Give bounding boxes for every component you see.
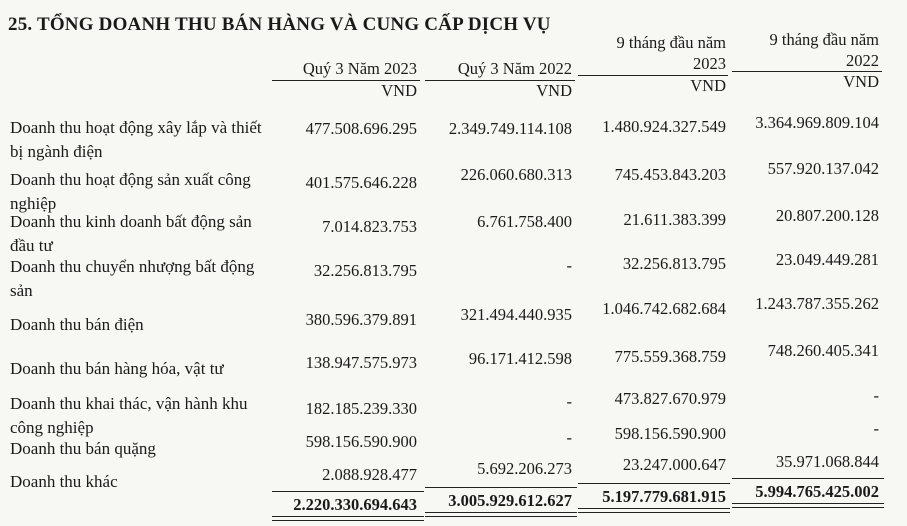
cell-value: - (566, 256, 572, 275)
cell-value: 745.453.843.203 (614, 165, 726, 184)
cell-value: 138.947.575.973 (305, 353, 417, 372)
column-unit (381, 80, 417, 101)
column-unit (843, 71, 879, 92)
cell-value: - (566, 392, 572, 411)
cell-value: 32.256.813.795 (313, 261, 417, 280)
total-double-rule (578, 508, 730, 513)
total-value: 5.197.779.681.915 (602, 487, 726, 506)
column-label-line2: 2022 (846, 51, 879, 70)
cell-value: 6.761.758.400 (477, 212, 572, 231)
total-double-rule (732, 503, 884, 508)
total-double-rule (272, 516, 424, 521)
column-unit (536, 80, 572, 101)
row-label: Doanh thu khai thác, vận hành khu công nghiệp (10, 394, 248, 437)
column-header-q3-2022 (458, 58, 572, 79)
cell-value: 20.807.200.128 (775, 206, 879, 225)
row-label: Doanh thu kinh doanh bất động sản đầu tư (10, 212, 252, 255)
unit-label: VND (843, 72, 879, 91)
cell-value: 598.156.590.900 (614, 424, 726, 443)
total-double-rule (425, 512, 577, 517)
unit-label: VND (381, 81, 417, 100)
cell-value: 182.185.239.330 (305, 399, 417, 418)
column-label: Quý 3 Năm 2023 (302, 59, 417, 78)
cell-value: 7.014.823.753 (322, 217, 417, 236)
cell-value: - (873, 419, 879, 438)
row-label: Doanh thu hoạt động sản xuất công nghiệp (10, 170, 251, 213)
cell-value: 96.171.412.598 (468, 349, 572, 368)
cell-value: 5.692.206.273 (477, 459, 572, 478)
cell-value: 775.559.368.759 (614, 347, 726, 366)
row-label: Doanh thu bán điện (10, 315, 144, 334)
total-value: 3.005.929.612.627 (448, 491, 572, 510)
total-rule (732, 478, 884, 479)
column-header-q3-2023 (303, 58, 417, 79)
cell-value: 3.364.969.809.104 (755, 113, 879, 132)
cell-value: 557.920.137.042 (767, 159, 879, 178)
cell-value: - (873, 386, 879, 405)
cell-value: 380.596.379.891 (305, 310, 417, 329)
cell-value: 401.575.646.228 (305, 173, 417, 192)
column-label-line2: 2023 (693, 54, 726, 73)
column-label-line1: 9 tháng đầu năm (616, 33, 726, 52)
cell-value: 598.156.590.900 (305, 432, 417, 451)
cell-value: 2.349.749.114.108 (448, 119, 572, 138)
cell-value: 473.827.670.979 (614, 389, 726, 408)
column-label: Quý 3 Năm 2022 (457, 59, 572, 78)
cell-value: 23.049.449.281 (775, 250, 879, 269)
cell-value: 35.971.068.844 (775, 452, 879, 471)
cell-value: 2.088.928.477 (322, 465, 417, 484)
cell-value: - (566, 428, 572, 447)
unit-label: VND (690, 76, 726, 95)
total-value: 5.994.765.425.002 (755, 482, 879, 501)
total-rule (425, 487, 577, 488)
cell-value: 1.046.742.682.684 (602, 299, 726, 318)
column-label-line1: 9 tháng đầu năm (769, 30, 879, 49)
cell-value: 32.256.813.795 (622, 254, 726, 273)
cell-value: 1.243.787.355.262 (755, 294, 879, 313)
cell-value: 1.480.924.327.549 (602, 117, 726, 136)
total-value: 2.220.330.694.643 (293, 495, 417, 514)
cell-value: 21.611.383.399 (623, 210, 726, 229)
column-header-9m-2022 (769, 29, 879, 71)
cell-value: 477.508.696.295 (305, 119, 417, 138)
row-label: Doanh thu chuyển nhượng bất động sản (10, 257, 255, 300)
column-header-9m-2023 (616, 32, 726, 74)
cell-value: 748.260.405.341 (767, 341, 879, 360)
cell-value: 23.247.000.647 (622, 455, 726, 474)
cell-value: 226.060.680.313 (460, 165, 572, 184)
cell-value: 321.494.440.935 (460, 305, 572, 324)
total-rule (578, 483, 730, 484)
row-label: Doanh thu hoạt động xây lắp và thiết bị ngành điện (10, 118, 262, 161)
section-title: 25. TỔNG DOANH THU BÁN HÀNG VÀ CUNG CẤP DỊCH VỤ (8, 14, 551, 35)
total-rule (272, 491, 424, 492)
row-label: Doanh thu bán hàng hóa, vật tư (10, 359, 224, 378)
unit-label: VND (536, 81, 572, 100)
column-unit (690, 75, 726, 96)
row-label: Doanh thu bán quặng (10, 439, 156, 458)
row-label: Doanh thu khác (10, 472, 118, 491)
